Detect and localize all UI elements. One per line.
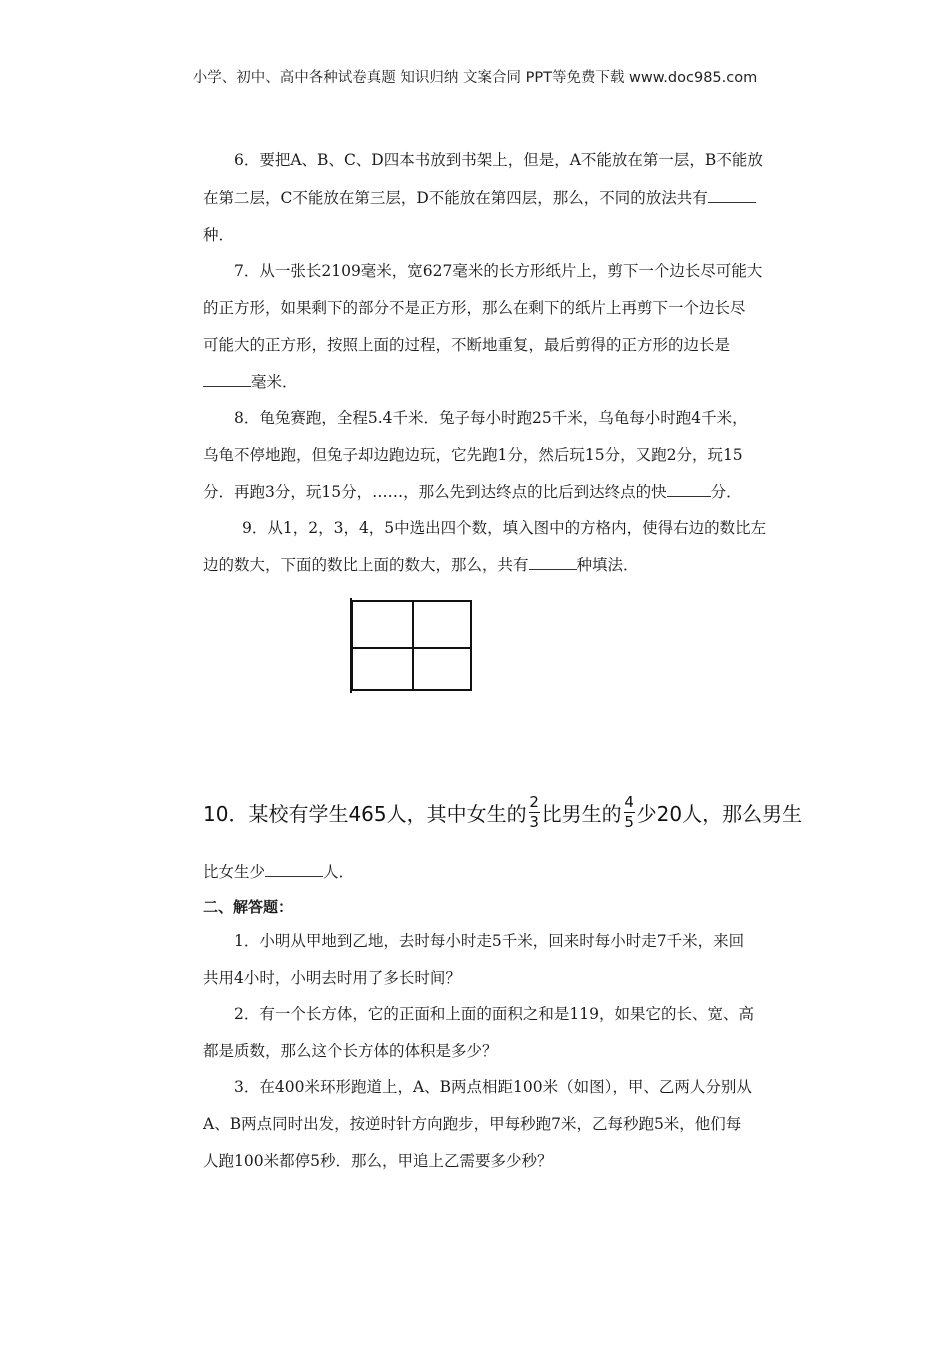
q10-line-2 <box>203 860 354 882</box>
q9-line-2 <box>203 553 639 575</box>
q6-line-1: 6．要把A、B、C、D四本书放到书架上，但是，A不能放在第一层，B不能放 <box>234 151 763 169</box>
q8-line-3-suffix: 分． <box>710 483 742 501</box>
q8-answer-blank[interactable] <box>667 482 711 497</box>
page-header: 小学、初中、高中各种试卷真题 知识归纳 文案合同 PPT等免费下载 www.doc985.com <box>192 70 758 86</box>
q7-line-4 <box>203 370 298 392</box>
q8-line-3-text: 分．再跑3分，玩15分，……，那么先到达终点的比后到达终点的快 <box>203 483 667 501</box>
q9-grid-figure <box>345 596 477 696</box>
a1-line-2: 共用4小时，小明去时用了多长时间？ <box>203 969 461 987</box>
a1-line-1: 1．小明从甲地到乙地，去时每小时走5千米，回来时每小时走7千米，来回 <box>234 932 745 950</box>
q6-line-2-text: 在第二层，C不能放在第三层，D不能放在第四层，那么，不同的放法共有 <box>203 189 708 207</box>
a2-line-2: 都是质数，那么这个长方体的体积是多少？ <box>203 1042 498 1060</box>
q10-text-1: 10．某校有学生465人，其中女生的 <box>203 802 527 826</box>
q9-line-2-suffix: 种填法． <box>576 556 639 574</box>
fraction-2-numerator: 4 <box>624 793 634 811</box>
section-title: 二、解答题： <box>203 898 294 916</box>
q8-line-1: 8．龟兔赛跑，全程5.4千米．兔子每小时跑25千米，乌龟每小时跑4千米， <box>234 409 748 427</box>
fraction-2-denominator: 5 <box>624 813 634 831</box>
q10-text-2: 比男生的 <box>541 802 622 826</box>
fraction-1-numerator: 2 <box>529 793 539 811</box>
fraction-two-thirds <box>529 795 540 830</box>
q10-line-2-text: 比女生少 <box>203 863 266 881</box>
q7-line-3: 可能大的正方形，按照上面的过程，不断地重复，最后剪得的正方形的边长是 <box>203 336 731 354</box>
q9-line-1: 9．从1，2，3，4，5中选出四个数，填入图中的方格内，使得右边的数比左 <box>242 519 767 537</box>
fraction-four-fifths <box>624 795 635 830</box>
fraction-1-denominator: 3 <box>529 813 539 831</box>
q10-text-3: 少20人，那么男生 <box>636 802 803 826</box>
grid-outer-border <box>352 601 471 690</box>
q8-line-3 <box>203 480 742 502</box>
q7-answer-blank[interactable] <box>203 372 251 387</box>
q6-line-2 <box>203 186 756 208</box>
q10-line-2-suffix: 人． <box>323 863 355 881</box>
a3-line-2: A、B两点同时出发，按逆时针方向跑步，甲每秒跑7米，乙每秒跑5米，他们每 <box>203 1115 742 1133</box>
q7-line-4-text: 毫米． <box>251 373 298 391</box>
q10-line-1 <box>203 795 802 830</box>
q9-answer-blank[interactable] <box>529 555 577 570</box>
q6-answer-blank[interactable] <box>708 188 756 203</box>
q10-answer-blank[interactable] <box>265 862 323 877</box>
q9-line-2-text: 边的数大，下面的数比上面的数大，那么，共有 <box>203 556 529 574</box>
q6-line-3: 种． <box>203 226 235 244</box>
a3-line-1: 3．在400米环形跑道上，A、B两点相距100米（如图），甲、乙两人分别从 <box>234 1078 752 1096</box>
a2-line-1: 2．有一个长方体，它的正面和上面的面积之和是119，如果它的长、宽、高 <box>234 1005 754 1023</box>
q7-line-2: 的正方形，如果剩下的部分不是正方形，那么在剩下的纸片上再剪下一个边长尽 <box>203 299 746 317</box>
a3-line-3: 人跑100米都停5秒．那么，甲追上乙需要多少秒？ <box>203 1152 553 1170</box>
q7-line-1: 7．从一张长2109毫米，宽627毫米的长方形纸片上，剪下一个边长尽可能大 <box>234 262 763 280</box>
q8-line-2: 乌龟不停地跑，但兔子却边跑边玩，它先跑1分，然后玩15分，又跑2分，玩15 <box>203 446 743 464</box>
